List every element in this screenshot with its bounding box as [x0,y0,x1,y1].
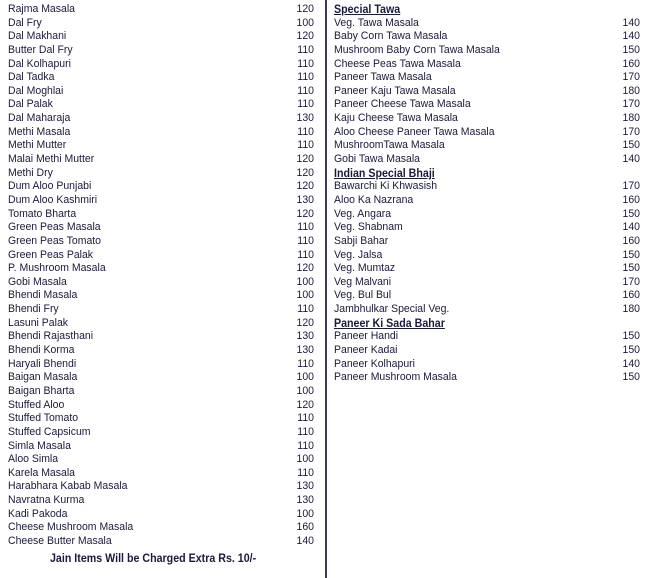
menu-item-price: 140 [622,357,641,370]
menu-item-name: Jambhulkar Special Veg. [334,303,450,316]
menu-item [8,344,314,358]
section-heading: Paneer Ki Sada Bahar [334,316,445,330]
menu-item-price: 110 [297,248,315,261]
menu-item-name: Aloo Cheese Paneer Tawa Masala [334,125,495,138]
menu-item-name: Paneer Tawa Masala [334,71,432,84]
menu-item-name: Methi Mutter [8,139,67,152]
menu-item [334,371,640,385]
menu-item-name: Veg Malvani [334,275,392,288]
menu-item-name: Baigan Masala [8,371,78,384]
menu-item [8,399,314,413]
menu-item-name: Green Peas Tomato [8,234,102,247]
menu-item-name: Dal Palak [8,98,53,111]
menu-item-price: 170 [622,180,641,193]
menu-item-price: 110 [297,221,315,234]
menu-item [334,276,640,290]
menu-item-price: 110 [297,139,315,152]
menu-item [8,139,314,153]
menu-item-price: 120 [296,316,315,329]
menu-item-name: Gobi Tawa Masala [334,153,421,166]
menu-item-price: 130 [296,112,315,125]
menu-item [8,17,314,31]
menu-item-name: Veg. Mumtaz [334,262,396,275]
menu-item-name: Kaju Cheese Tawa Masala [334,112,458,125]
menu-item [8,317,314,331]
menu-item-name: Bhendi Korma [8,344,75,357]
menu-item [8,330,314,344]
menu-item [334,208,640,222]
menu-item-name: Mushroom Baby Corn Tawa Masala [334,43,500,56]
menu-item-price: 170 [622,98,641,111]
menu-item [8,521,314,535]
menu-item [8,153,314,167]
menu-item [8,276,314,290]
menu-item-price: 170 [622,125,641,138]
menu-item [334,153,640,167]
menu-item-price: 150 [622,344,641,357]
menu-item-name: Dum Aloo Punjabi [8,180,92,193]
menu-item-name: Veg. Tawa Masala [334,16,419,29]
menu-item-name: Malai Methi Mutter [8,153,95,166]
menu-item-name: Bhendi Masala [8,289,78,302]
menu-item-name: Navratna Kurma [8,494,85,507]
menu-item [8,426,314,440]
menu-item-name: Simla Masala [8,439,71,452]
menu-item-price: 150 [622,262,641,275]
menu-item-price: 120 [296,30,315,43]
menu-item-price: 110 [297,234,315,247]
menu-item-price: 110 [297,357,315,370]
menu-item-price: 110 [297,98,315,111]
menu-item-price: 180 [622,84,641,97]
menu-item-price: 180 [622,112,641,125]
menu-item-price: 180 [622,303,641,316]
menu-item-name: Dal Makhani [8,30,67,43]
section-heading: Special Tawa [334,3,401,16]
jain-items-note: Jain Items Will be Charged Extra Rs. 10/- [50,552,257,565]
menu-item [8,494,314,508]
menu-item-name: Paneer Kaju Tawa Masala [334,84,456,97]
menu-item-price: 150 [622,371,641,384]
menu-item-price: 100 [296,453,315,466]
menu-item [8,3,314,17]
menu-item-name: Aloo Simla [8,453,59,466]
menu-item [334,44,640,58]
menu-item [334,221,640,235]
menu-item [334,358,640,372]
menu-item-name: Stuffed Tomato [8,412,79,425]
menu-item [8,112,314,126]
menu-item [334,139,640,153]
menu-item-name: Karela Masala [8,466,75,479]
menu-item-name: Green Peas Palak [8,248,94,261]
menu-item-name: Haryali Bhendi [8,357,77,370]
menu-item [334,262,640,276]
menu-item-name: Veg. Angara [334,207,392,220]
menu-item-price: 120 [296,166,315,179]
menu-item-name: Veg. Bul Bul [334,289,392,302]
menu-item-name: Bawarchi Ki Khwasish [334,180,438,193]
menu-item [334,71,640,85]
menu-item-price: 140 [622,16,641,29]
menu-item-price: 100 [296,275,315,288]
menu-item [8,58,314,72]
menu-item-name: Paneer Kolhapuri [334,357,415,370]
menu-item [8,480,314,494]
menu-item [334,235,640,249]
menu-item-price: 110 [297,57,315,70]
menu-item [8,98,314,112]
menu-item-price: 100 [296,507,315,520]
menu-item-name: Dal Fry [8,16,42,29]
menu-item-price: 120 [296,207,315,220]
menu-item-price: 110 [297,466,315,479]
menu-item-name: Butter Dal Fry [8,43,73,56]
menu-item-price: 160 [622,193,641,206]
menu-item-name: P. Mushroom Masala [8,262,106,275]
menu-item [334,303,640,317]
menu-item [334,180,640,194]
menu-item-name: Paneer Mushroom Masala [334,371,457,384]
menu-item [8,208,314,222]
menu-item-price: 100 [296,289,315,302]
menu-item [8,71,314,85]
menu-item-name: Cheese Mushroom Masala [8,521,134,534]
menu-item-price: 110 [297,43,315,56]
menu-item [334,289,640,303]
menu-item [334,344,640,358]
menu-item-price: 140 [622,221,641,234]
menu-item-price: 110 [297,125,315,138]
menu-item [8,126,314,140]
menu-item-name: MushroomTawa Masala [334,139,445,152]
menu-item-price: 150 [622,43,641,56]
menu-item-price: 160 [622,234,641,247]
menu-item-price: 120 [296,3,315,15]
menu-item [8,385,314,399]
menu-item-name: Kadi Pakoda [8,507,68,520]
column-divider [325,0,327,578]
menu-item-name: Paneer Kadai [334,344,398,357]
menu-item [334,112,640,126]
menu-item-name: Dal Maharaja [8,112,71,125]
menu-item [334,17,640,31]
menu-item-name: Cheese Butter Masala [8,534,112,547]
menu-item [8,440,314,454]
menu-item [8,412,314,426]
menu-item-name: Gobi Masala [8,275,67,288]
menu-item-price: 140 [622,30,641,43]
menu-item [8,289,314,303]
menu-item [8,30,314,44]
menu-item-name: Veg. Jalsa [334,248,383,261]
menu-item-price: 150 [622,248,641,261]
menu-item-price: 170 [622,71,641,84]
menu-item-name: Rajma Masala [8,3,75,15]
menu-item-name: Sabji Bahar [334,234,389,247]
section-heading: Indian Special Bhaji [334,166,435,180]
menu-item-name: Cheese Peas Tawa Masala [334,57,461,70]
menu-item [8,249,314,263]
menu-item-price: 160 [622,57,641,70]
menu-item-name: Tomato Bharta [8,207,77,220]
menu-item [334,249,640,263]
menu-item-name: Dal Moghlai [8,84,64,97]
menu-item-price: 100 [296,384,315,397]
menu-item-name: Stuffed Aloo [8,398,65,411]
menu-item [8,303,314,317]
menu-item [8,167,314,181]
menu-item-name: Green Peas Masala [8,221,101,234]
menu-item-price: 150 [622,207,641,220]
menu-item [8,453,314,467]
menu-item-price: 100 [296,16,315,29]
menu-item [8,235,314,249]
menu-item-price: 150 [622,330,641,343]
menu-item-price: 130 [296,494,315,507]
menu-item [8,358,314,372]
menu-item [8,180,314,194]
menu-item-price: 120 [296,180,315,193]
menu-item-price: 170 [622,275,641,288]
menu-item [334,330,640,344]
menu-item-name: Methi Dry [8,166,53,179]
menu-item-price: 130 [296,330,315,343]
menu-item-price: 110 [297,71,315,84]
menu-item-name: Dal Tadka [8,71,55,84]
menu-item-price: 110 [297,412,315,425]
menu-item-price: 130 [296,193,315,206]
menu-item [8,467,314,481]
menu-item-name: Bhendi Fry [8,303,59,316]
menu-item-name: Baby Corn Tawa Masala [334,30,448,43]
menu-item-price: 140 [296,534,315,547]
menu-item-price: 100 [296,371,315,384]
menu-item [8,221,314,235]
menu-item-price: 130 [296,480,315,493]
menu-item [334,194,640,208]
menu-item [334,126,640,140]
menu-item [8,508,314,522]
menu-item [334,30,640,44]
menu-item-price: 110 [297,439,315,452]
left-menu-column [8,3,314,549]
menu-item [8,262,314,276]
menu-item-name: Stuffed Capsicum [8,425,91,438]
menu-item [334,58,640,72]
menu-item-name: Harabhara Kabab Masala [8,480,128,493]
menu-item-name: Paneer Handi [334,330,399,343]
menu-item [8,371,314,385]
menu-item-name: Lasuni Palak [8,316,69,329]
menu-item-price: 140 [622,153,641,166]
menu-item-price: 110 [297,425,315,438]
menu-item-name: Veg. Shabnam [334,221,403,234]
menu-item-name: Dum Aloo Kashmiri [8,193,98,206]
menu-item-name: Dal Kolhapuri [8,57,71,70]
menu-item-price: 110 [297,84,315,97]
menu-item-price: 120 [296,262,315,275]
right-menu-column [334,3,640,385]
menu-item-price: 160 [622,289,641,302]
menu-item-name: Baigan Bharta [8,384,75,397]
menu-item [8,44,314,58]
menu-item-name: Bhendi Rajasthani [8,330,94,343]
menu-item-price: 120 [296,398,315,411]
menu-item-price: 150 [622,139,641,152]
menu-item [8,535,314,549]
menu-item [334,98,640,112]
menu-item-price: 110 [297,303,315,316]
menu-item-price: 130 [296,344,315,357]
menu-item [8,194,314,208]
menu-item [8,85,314,99]
menu-item-name: Paneer Cheese Tawa Masala [334,98,471,111]
menu-item-name: Aloo Ka Nazrana [334,193,414,206]
menu-item-price: 120 [296,153,315,166]
menu-item [334,85,640,99]
menu-item-name: Methi Masala [8,125,71,138]
menu-item-price: 160 [296,521,315,534]
